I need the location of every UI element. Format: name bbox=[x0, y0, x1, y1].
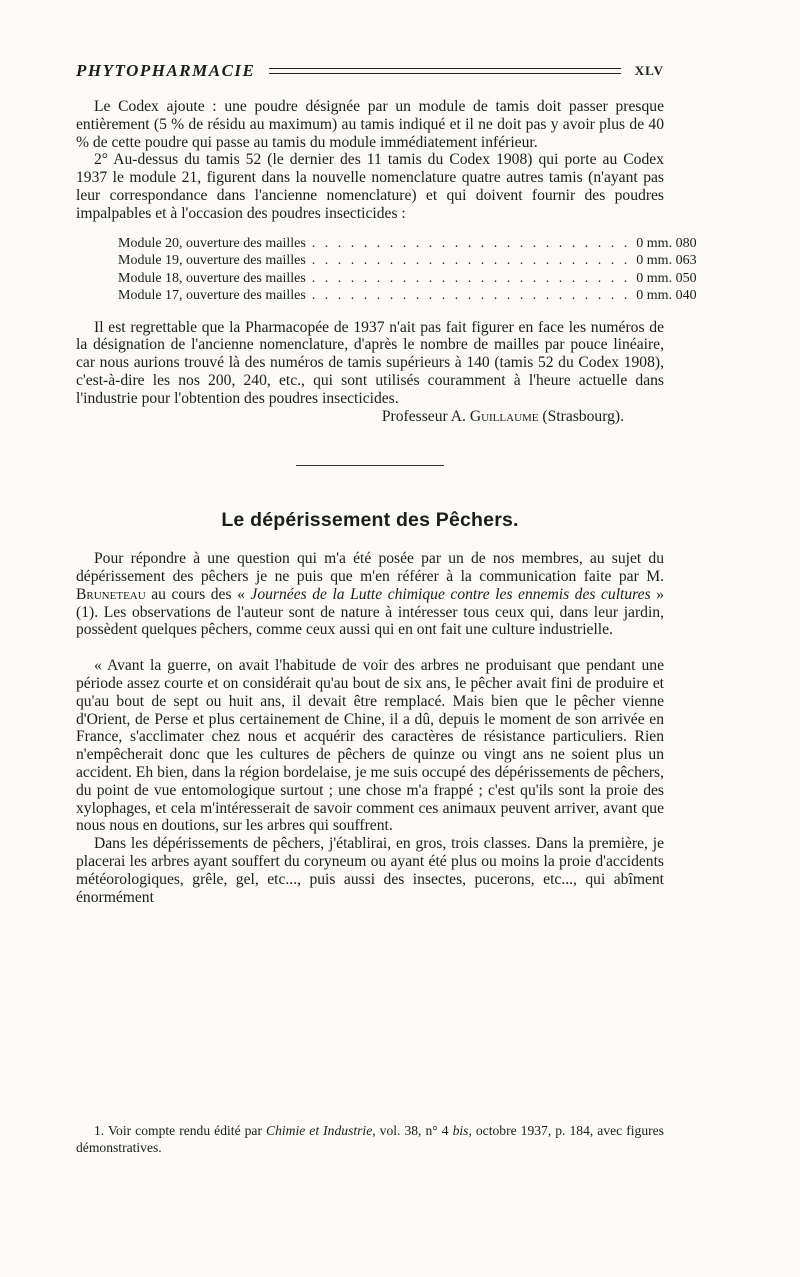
sieve-label: Module 17, ouverture des mailles bbox=[118, 288, 306, 304]
sieve-value: 0 mm. 050 bbox=[636, 270, 697, 286]
sieve-row bbox=[118, 270, 697, 288]
footnote-reference: (1) bbox=[76, 603, 95, 621]
leader-dots: . . . . . . . . . . . . . . . . . . . . . . . . . bbox=[311, 270, 631, 286]
page-number: XLV bbox=[634, 63, 664, 79]
author-signature: Professeur A. Guillaume (Strasbourg). bbox=[381, 407, 624, 425]
sieve-label: Module 19, ouverture des mailles bbox=[118, 253, 306, 269]
paragraph-pharmacopee: Il est regrettable que la Pharmacopée de 1937 n'ait pas fait figurer en face les numéros de la désignation de l'ancienne nomenclature, d'après le nombre de mailles par pouce linéaire, car nous aurions trouvé là des numéros de tamis supérieurs à 140 (tamis 52 du Codex 1908), c'est-à-dire les nos 200, 240, etc., qui sont utilisés couramment à l'heure actuelle dans l'industrie pour l'obtention des poudres insecticides. bbox=[76, 318, 664, 407]
leader-dots: . . . . . . . . . . . . . . . . . . . . . . . . . bbox=[311, 288, 631, 304]
leader-dots: . . . . . . . . . . . . . . . . . . . . . . . . . bbox=[311, 235, 631, 251]
section-separator bbox=[296, 465, 444, 466]
sieve-value: 0 mm. 040 bbox=[636, 288, 697, 304]
paragraph-introduction: Pour répondre à une question qui m'a été posée par un de nos membres, au sujet du dépérissement des pêchers je ne puis que m'en référer à la communication faite par M. Bruneteau au cours des « Journées de la Lutte chimique contre les ennemis des cultures » (1). Les observations de l'auteur sont de nature à intéresser tous ceux qui, dans leur jardin, possèdent quelques pêchers, comme ceux aussi qui en ont fait une culture industrielle. bbox=[76, 550, 664, 639]
paragraph-codex-module: Le Codex ajoute : une poudre désignée par un module de tamis doit passer presque entièrement (5 % de résidu au maximum) au tamis indiqué et il ne doit pas y avoir plus de 40 % de cette poudre qui passe au tamis du module immédiatement inférieur. bbox=[76, 98, 664, 151]
footnote: 1. Voir compte rendu édité par Chimie et Industrie, vol. 38, n° 4 bis, octobre 1937, p. 184, avec figures démonstratives. bbox=[76, 1123, 664, 1155]
journal-title: Chimie et Industrie bbox=[266, 1123, 373, 1138]
leader-dots: . . . . . . . . . . . . . . . . . . . . . . . . . bbox=[311, 253, 631, 269]
page-header bbox=[76, 58, 664, 84]
sieve-table bbox=[118, 235, 697, 305]
sieve-row bbox=[118, 252, 697, 270]
paragraph-quote-avant-guerre: « Avant la guerre, on avait l'habitude de voir des arbres ne produisant que pendant une période assez courte et on considérait qu'au bout de six ans, le pêcher avait fini de produire et qu'au bout de sept ou huit ans, il devait être remplacé. Mais bien que le pêcher vienne d'Orient, de Perse et plus certainement de Chine, il a dû, depuis le moment de son arrivée en France, s'acclimater chez nous et acquérir des caractères de résistance particuliers. Rien n'empêcherait donc que les cultures de pêchers de quinze ou vingt ans ne soient plus un accident. Eh bien, dans la région bordelaise, je me suis occupé des dépérissements de pêchers, du point de vue entomologique surtout ; une chose m'a frappé ; c'est qu'ils sont la proie des xylophages, et cela m'intéresserait de savoir comment ces animaux peuvent arriver, avant que nous nous en doutions, sur les arbres qui souffrent. bbox=[76, 657, 664, 835]
sieve-label: Module 20, ouverture des mailles bbox=[118, 235, 306, 251]
event-title: Journées de la Lutte chimique contre les ennemis des cultures bbox=[250, 585, 651, 603]
paragraph-tamis-52: 2° Au-dessus du tamis 52 (le dernier des 11 tamis du Codex 1908) qui porte au Codex 1937 le module 21, figurent dans la nouvelle nomenclature quatre autres tamis (n'ayant pas leur correspondance dans l'ancienne nomenclature) et qui doivent fournir des poudres impalpables et à l'occasion des poudres insecticides : bbox=[76, 151, 664, 222]
section-title: Le dépérissement des Pêchers. bbox=[221, 509, 519, 532]
sieve-row bbox=[118, 235, 697, 253]
paragraph-trois-classes: Dans les dépérissements de pêchers, j'établirai, en gros, trois classes. Dans la première, je placerai les arbres ayant souffert du coryneum ou ayant été plus ou moins la proie d'accidents météorologiques, grêle, gel, etc..., puis aussi des insectes, pucerons, etc..., qui abîment énormément bbox=[76, 835, 664, 906]
page-content bbox=[76, 58, 697, 906]
sieve-row bbox=[118, 287, 697, 305]
sieve-label: Module 18, ouverture des mailles bbox=[118, 270, 306, 286]
sieve-value: 0 mm. 063 bbox=[636, 253, 697, 269]
paragraph-gap bbox=[76, 639, 664, 657]
author-name: Guillaume bbox=[469, 407, 539, 425]
sieve-value: 0 mm. 080 bbox=[636, 235, 697, 251]
header-rule bbox=[269, 68, 620, 74]
author-bruneteau: Bruneteau bbox=[76, 585, 146, 603]
running-title: PHYTOPHARMACIE bbox=[76, 61, 256, 81]
